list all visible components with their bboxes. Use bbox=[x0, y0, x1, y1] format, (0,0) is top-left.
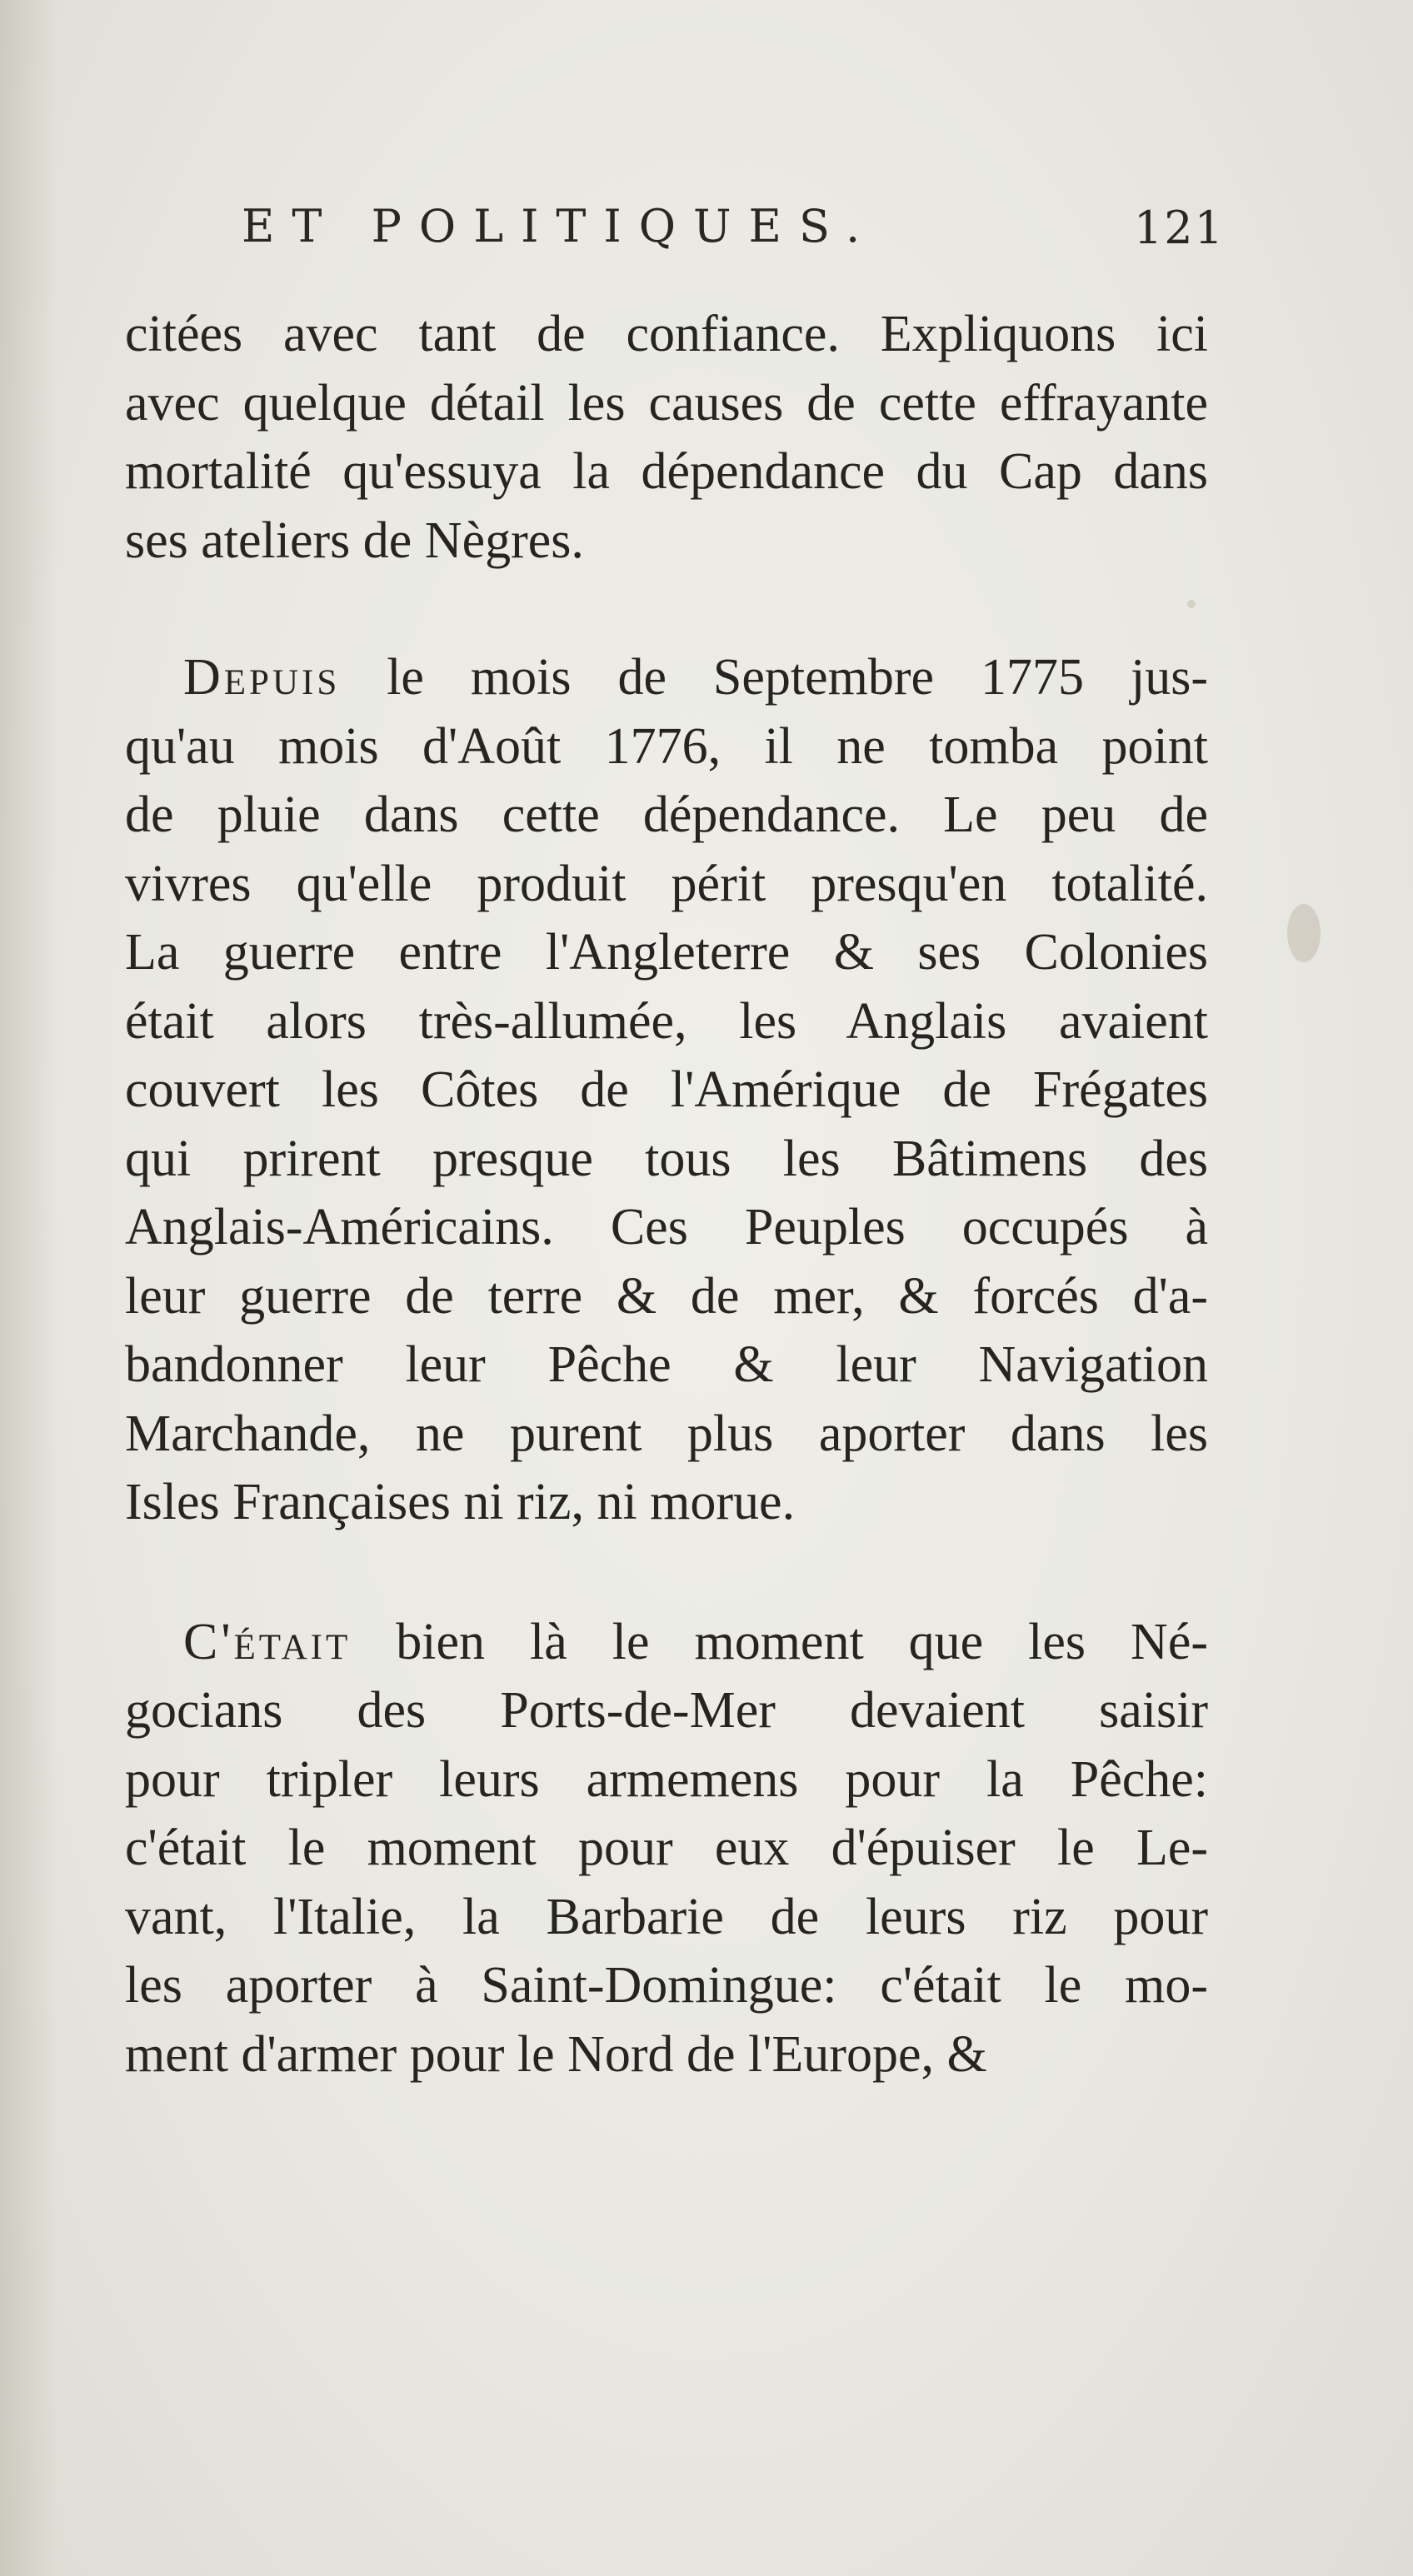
page-header bbox=[242, 200, 1225, 275]
paragraph bbox=[125, 300, 1208, 575]
text-line: vivres qu'elle produit périt presqu'en totalité. bbox=[125, 855, 1208, 912]
text-line: c'était le moment pour eux d'épuiser le Le- bbox=[125, 1820, 1208, 1876]
text-line: de pluie dans cette dépendance. Le peu de bbox=[125, 786, 1208, 843]
body-text bbox=[125, 300, 1208, 2089]
text-line: était alors très-allumée, les Anglais avaient bbox=[125, 992, 1208, 1050]
text-line: qu'au mois d'Août 1776, il ne tomba point bbox=[125, 717, 1208, 775]
paragraph-gap bbox=[125, 1537, 1208, 1608]
text-segment: bien là le moment que les Né- bbox=[351, 1613, 1208, 1670]
text-line: les aporter à Saint-Domingue: c'était le mo- bbox=[125, 1957, 1208, 2014]
text-line: pour tripler leurs armemens pour la Pêche: bbox=[125, 1750, 1208, 1808]
text-line: gocians des Ports-de-Mer devaient saisir bbox=[125, 1682, 1208, 1739]
paragraph bbox=[125, 643, 1208, 1537]
text-line: La guerre entre l'Angleterre & ses Colonies bbox=[125, 924, 1208, 981]
text-line: leur guerre de terre & de mer, & forcés d'a- bbox=[125, 1267, 1208, 1325]
paragraph-lead-word: Depuis bbox=[183, 649, 341, 706]
text-line: couvert les Côtes de l'Amérique de Frégates bbox=[125, 1061, 1208, 1118]
text-line: citées avec tant de confiance. Expliquons ici bbox=[125, 306, 1208, 362]
text-segment: le mois de Septembre 1775 jus- bbox=[340, 649, 1208, 706]
text-line bbox=[125, 1608, 1208, 1677]
text-line: ses ateliers de Nègres. bbox=[125, 512, 584, 569]
paragraph-gap bbox=[125, 575, 1208, 643]
text-line: qui prirent presque tous les Bâtimens des bbox=[125, 1130, 1208, 1187]
page-edge-shadow bbox=[0, 0, 58, 2576]
text-line: mortalité qu'essuya la dépendance du Cap dans bbox=[125, 443, 1208, 500]
text-line: Anglais-Américains. Ces Peuples occupés à bbox=[125, 1199, 1208, 1256]
paper-stain bbox=[1287, 904, 1321, 962]
paragraph bbox=[125, 1608, 1208, 2089]
text-line: ment d'armer pour le Nord de l'Europe, & bbox=[125, 2025, 987, 2083]
text-line: bandonner leur Pêche & leur Navigation bbox=[125, 1336, 1208, 1393]
text-line: avec quelque détail les causes de cette effrayante bbox=[125, 374, 1208, 432]
text-line: vant, l'Italie, la Barbarie de leurs riz pour bbox=[125, 1888, 1208, 1945]
text-line: Marchande, ne purent plus aporter dans les bbox=[125, 1405, 1208, 1462]
page-number: 121 bbox=[1133, 202, 1225, 254]
text-line bbox=[125, 643, 1208, 712]
paragraph-lead-word: C'était bbox=[183, 1613, 352, 1670]
text-line: Isles Françaises ni riz, ni morue. bbox=[125, 1474, 796, 1530]
running-head: ET POLITIQUES. bbox=[242, 200, 878, 252]
